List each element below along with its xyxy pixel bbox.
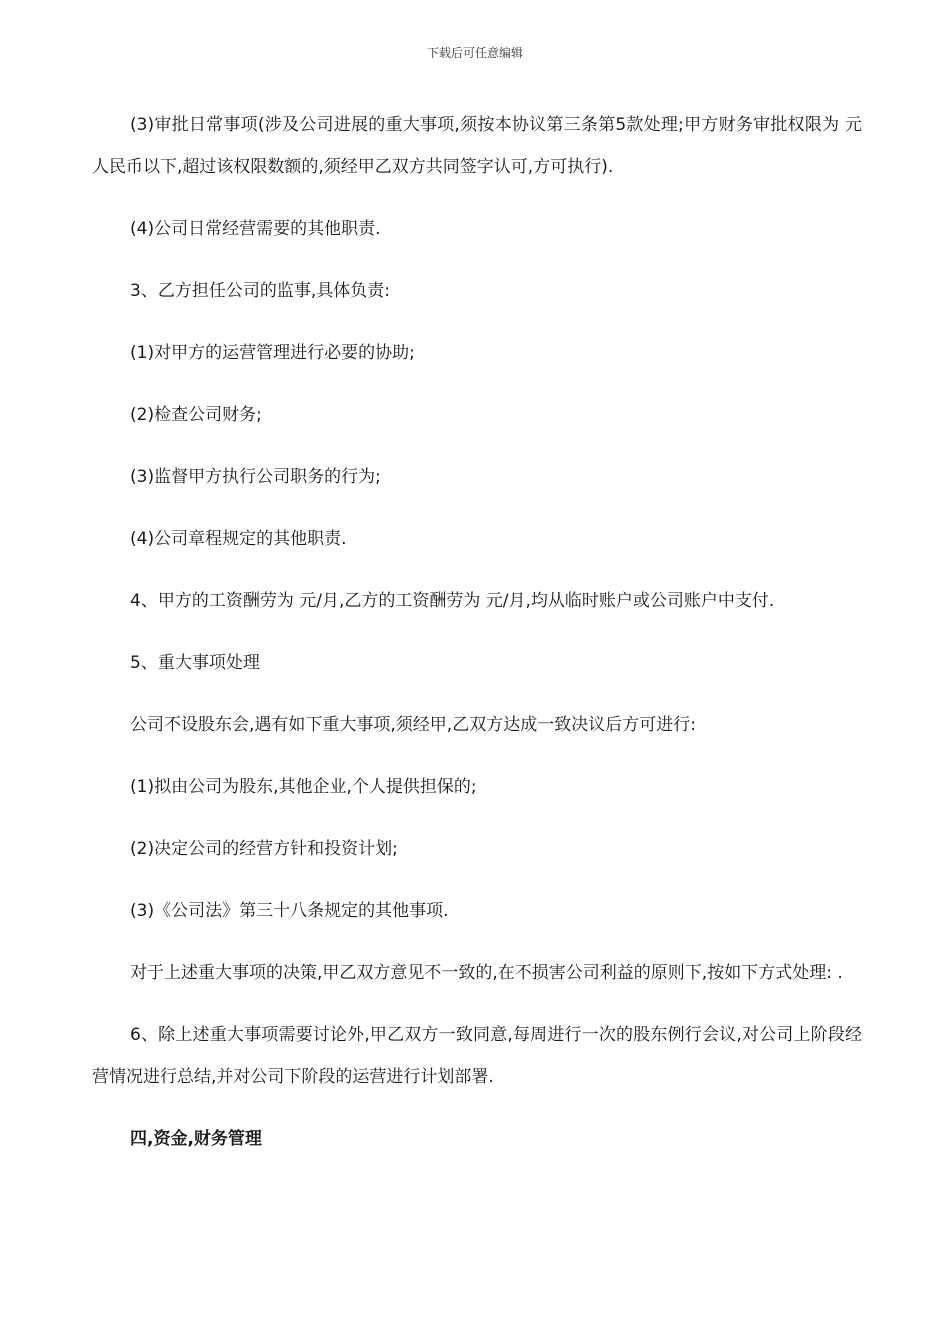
paragraph-charter-duties: (4)公司章程规定的其他职责. (130, 529, 347, 549)
paragraph-no-shareholders-meeting: 公司不设股东会,遇有如下重大事项,须经甲,乙双方达成一致决议后方可进行: (130, 715, 696, 735)
paragraph-major-matters-heading: 5、重大事项处理 (130, 653, 260, 673)
paragraph-other-duties: (4)公司日常经营需要的其他职责. (130, 219, 381, 239)
section-heading-finance: 四,资金,财务管理 (130, 1129, 262, 1149)
paragraph-check-finance: (2)检查公司财务; (130, 405, 262, 425)
paragraph-supervisor: 3、乙方担任公司的监事,具体负责: (130, 281, 390, 301)
page-header: 下载后可任意编辑 (426, 46, 523, 60)
paragraph-guarantee: (1)拟由公司为股东,其他企业,个人提供担保的; (130, 777, 477, 797)
paragraph-assist: (1)对甲方的运营管理进行必要的协助; (130, 343, 415, 363)
paragraph-supervise: (3)监督甲方执行公司职务的行为; (130, 467, 381, 487)
paragraph-disagreement: 对于上述重大事项的决策,甲乙双方意见不一致的,在不损害公司利益的原则下,按如下方式处理: . (130, 963, 843, 983)
paragraph-company-law: (3)《公司法》第三十八条规定的其他事项. (130, 901, 449, 921)
paragraph-weekly-meeting: 6、除上述重大事项需要讨论外,甲乙双方一致同意,每周进行一次的股东例行会议,对公司上阶段经营情况进行总结,并对公司下阶段的运营进行计划部署. (92, 1025, 862, 1087)
document-body (92, 104, 862, 1180)
paragraph-salary: 4、甲方的工资酬劳为 元/月,乙方的工资酬劳为 元/月,均从临时账户或公司账户中支付. (130, 591, 775, 611)
paragraph-approve-daily-matters: (3)审批日常事项(涉及公司进展的重大事项,须按本协议第三条第5款处理;甲方财务审批权限为 元人民币以下,超过该权限数额的,须经甲乙双方共同签字认可,方可执行). (92, 115, 862, 177)
paragraph-business-policy: (2)决定公司的经营方针和投资计划; (130, 839, 398, 859)
